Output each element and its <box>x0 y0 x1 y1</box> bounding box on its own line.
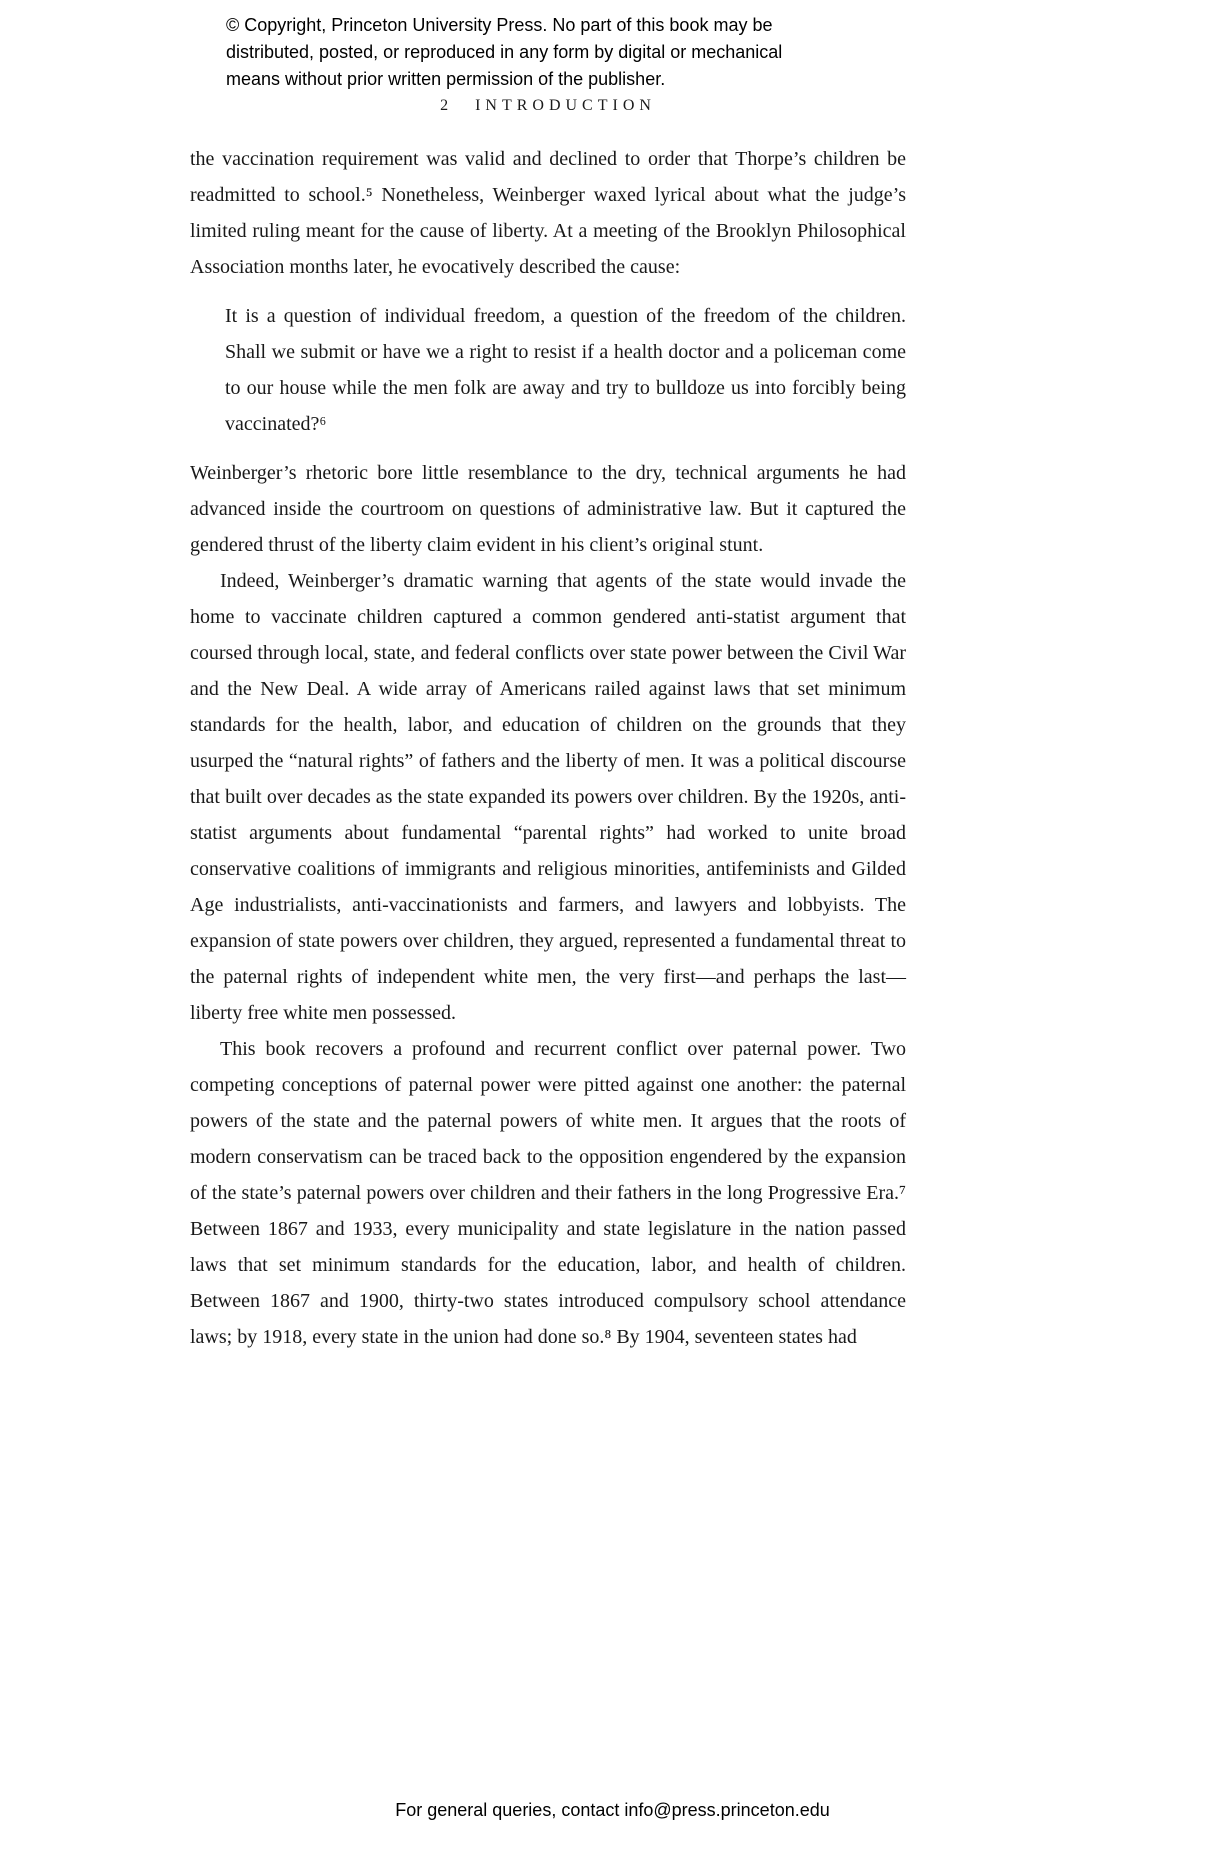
page-body <box>190 141 906 1355</box>
running-title: INTRODUCTION <box>475 97 656 114</box>
copyright-notice <box>226 12 782 93</box>
body-paragraph: This book recovers a profound and recurrent conflict over paternal power. Two competing conceptions of paternal power were pitted against one another: the paternal powers of the state and the paternal powers of white men. It argues that the roots of modern conservatism can be traced back to the opposition engendered by the expansion of the state’s paternal powers over children and their fathers in the long Progressive Era.⁷ Between 1867 and 1933, every municipality and state legislature in the nation passed laws that set minimum standards for the education, labor, and health of children. Between 1867 and 1900, thirty-two states introduced compulsory school attendance laws; by 1918, every state in the union had done so.⁸ By 1904, seventeen states had <box>190 1038 906 1348</box>
blockquote: It is a question of individual freedom, a question of the freedom of the children. Shall we submit or have we a right to resist if a health doctor and a policeman come to our house while the men folk are away and try to bulldoze us into forcibly being vaccinated?⁶ <box>225 305 906 435</box>
page-number: 2 <box>440 97 450 114</box>
copyright-line: distributed, posted, or reproduced in any form by digital or mechanical <box>226 42 783 62</box>
footer-contact: For general queries, contact info@press.princeton.edu <box>395 1800 830 1820</box>
copyright-line: © Copyright, Princeton University Press. No part of this book may be <box>226 15 773 35</box>
running-head <box>190 97 906 115</box>
body-paragraph: Weinberger’s rhetoric bore little resemblance to the dry, technical arguments he had advanced inside the courtroom on questions of administrative law. But it captured the gendered thrust of the liberty claim evident in his client’s original stunt. <box>190 462 906 556</box>
body-paragraph: the vaccination requirement was valid and declined to order that Thorpe’s children be readmitted to school.⁵ Nonetheless, Weinberger waxed lyrical about what the judge’s limited ruling meant for the cause of liberty. At a meeting of the Brooklyn Philosophical Association months later, he evocatively described the cause: <box>190 148 906 278</box>
copyright-line: means without prior written permission of the publisher. <box>226 69 666 89</box>
body-paragraph: Indeed, Weinberger’s dramatic warning that agents of the state would invade the home to vaccinate children captured a common gendered anti-statist argument that coursed through local, state, and federal conflicts over state power between the Civil War and the New Deal. A wide array of Americans railed against laws that set minimum standards for the health, labor, and education of children on the grounds that they usurped the “natural rights” of fathers and the liberty of men. It was a political discourse that built over decades as the state expanded its powers over children. By the 1920s, anti-statist arguments about fundamental “parental rights” had worked to unite broad conservative coalitions of immigrants and religious minorities, antifeminists and Gilded Age industrialists, anti-vaccinationists and farmers, and lawyers and lobbyists. The expansion of state powers over children, they argued, represented a fundamental threat to the paternal rights of independent white men, the very first—and perhaps the last—liberty free white men possessed. <box>190 570 906 1024</box>
